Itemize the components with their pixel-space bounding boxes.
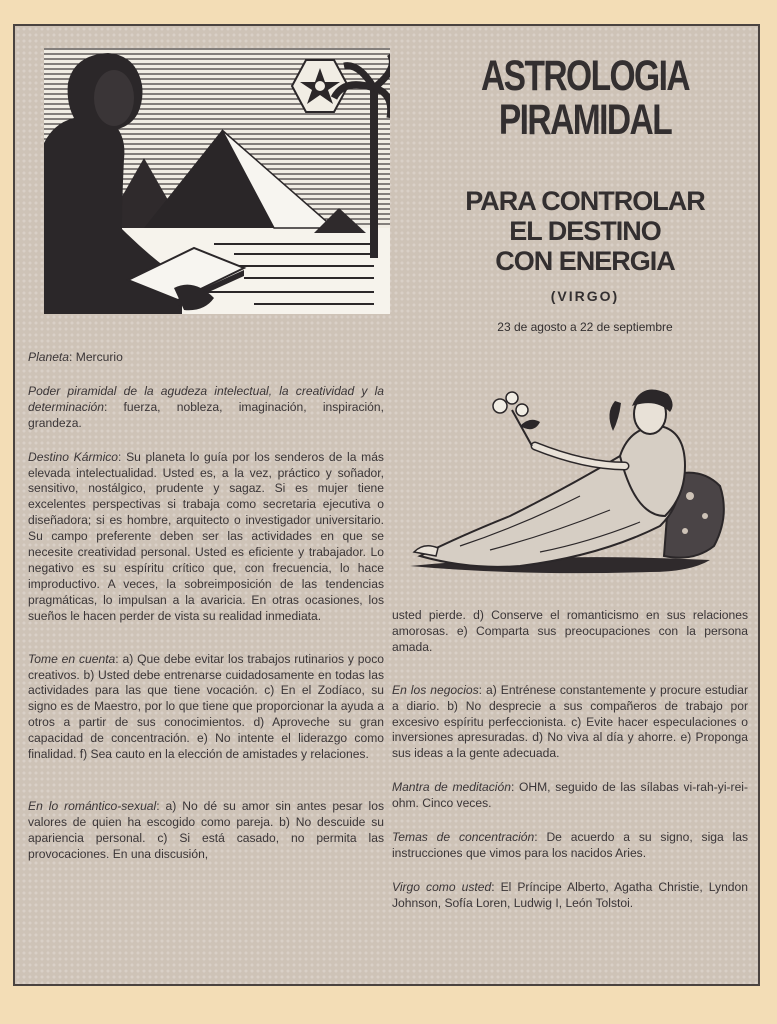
planeta-text: : Mercurio — [69, 350, 123, 364]
romantico-label: En lo romántico-sexual — [28, 798, 157, 813]
tome-label: Tome en cuenta — [28, 651, 116, 666]
main-title — [452, 54, 717, 142]
virgo-text: : El Príncipe Alberto, Agatha Christie, Lyndon Johnson, Sofía Loren, Ludwig I, León Tolstoi. — [392, 879, 748, 910]
right-text-column — [392, 608, 748, 912]
temas-paragraph — [392, 830, 748, 862]
mantra-paragraph — [392, 780, 748, 812]
subtitle-line-2: EL DESTINO — [509, 216, 661, 246]
magazine-page — [13, 24, 760, 986]
poder-text: : fuerza, nobleza, imaginación, inspiración, grandeza. — [28, 399, 384, 430]
tome-paragraph — [28, 652, 384, 763]
left-text-column — [28, 350, 384, 863]
continuation-paragraph: usted pierde. d) Conserve el romanticismo en sus relaciones amorosas. e) Comparta sus preocupaciones con la persona amada. — [392, 608, 748, 654]
destino-paragraph — [28, 450, 384, 625]
poder-paragraph — [28, 384, 384, 432]
subtitle — [415, 186, 755, 276]
title-line-1: ASTROLOGIA — [480, 52, 689, 100]
planeta-label: Planeta — [28, 350, 70, 364]
planeta-paragraph — [28, 350, 384, 366]
temas-text: : De acuerdo a su signo, siga las instrucciones que vimos para los nacidos Aries. — [392, 830, 748, 860]
tome-text: : a) Que debe evitar los trabajos rutinarios y poco creativos. b) Usted debe entrenarse cuidadosamente en todas las actividades para las que tiene vocación. c) En el Zodíaco, su signo es de Maestro, por lo que tiene que proporcionar la ayuda a otros a partir de sus conocimientos. d) Aproveche su gran capacidad de concentración. e) No intente el liderazgo como finalidad. f) Sea cauto en la elección de amistades y relaciones. — [28, 651, 384, 762]
reclining-woman-image — [400, 366, 740, 576]
title-line-2: PIRAMIDAL — [498, 96, 672, 144]
sign-name: (VIRGO) — [550, 288, 620, 304]
mantra-text: : OHM, seguido de las sílabas vi-rah-yi-rei-ohm. Cinco veces. — [392, 780, 749, 811]
temas-label: Temas de concentración — [392, 830, 535, 845]
romantico-paragraph — [28, 799, 384, 863]
virgo-illustration — [400, 366, 740, 576]
virgo-paragraph — [392, 880, 748, 912]
romantico-text: : a) No dé su amor sin antes pesar los valores de quien ha escogido como pareja. b) No descuide su apariencia personal. c) Si está casado, no permita las provocaciones. En una discusión, — [28, 798, 384, 861]
negocios-label: En los negocios — [392, 682, 479, 697]
destino-text: : Su planeta lo guía por los senderos de la más elevada intelectualidad. Usted es, a la vez, práctico y soñador, sensitivo, nostálgico, prudente y sagaz. Si es mujer tiene excelentes perspectivas si trabaja como secretaria ejecutiva o diseñadora; si es hombre, arquitecto o investigador universitario. Su campo preferente deben ser las actividades en que se necesite creatividad personal. Usted es eficiente y trabajador. Lo negativo es su espíritu crítico que, con frecuencia, lo hace improductivo. A veces, la sobreimposición de las tendencias pragmáticas, lo impulsan a la avaricia. En otras ocasiones, los sueños le hacen perder de vista su realidad inmediata. — [28, 449, 384, 623]
pyramid-illustration — [44, 48, 390, 314]
subtitle-line-3: CON ENERGIA — [495, 246, 675, 276]
mantra-label: Mantra de meditación — [392, 780, 511, 795]
negocios-paragraph — [392, 683, 748, 763]
subtitle-line-1: PARA CONTROLAR — [465, 186, 705, 216]
negocios-text: : a) Entrénese constantemente y procure estudiar a diario. b) No desprecie a sus compañeros de trabajo por excesivo espíritu perfeccionista. c) Evite hacer especulaciones o inversiones apresuradas. d) No viva al día y ahorre. e) Proponga sus ideas a la gente adecuada. — [392, 682, 748, 761]
destino-label: Destino Kármico — [28, 449, 119, 464]
virgo-label: Virgo como usted — [392, 879, 492, 894]
pyramid-scene-image — [44, 48, 390, 314]
sign-dates: 23 de agosto a 22 de septiembre — [497, 320, 673, 334]
poder-label: Poder piramidal de la agudeza intelectual, la creatividad y la determinación — [28, 383, 384, 414]
